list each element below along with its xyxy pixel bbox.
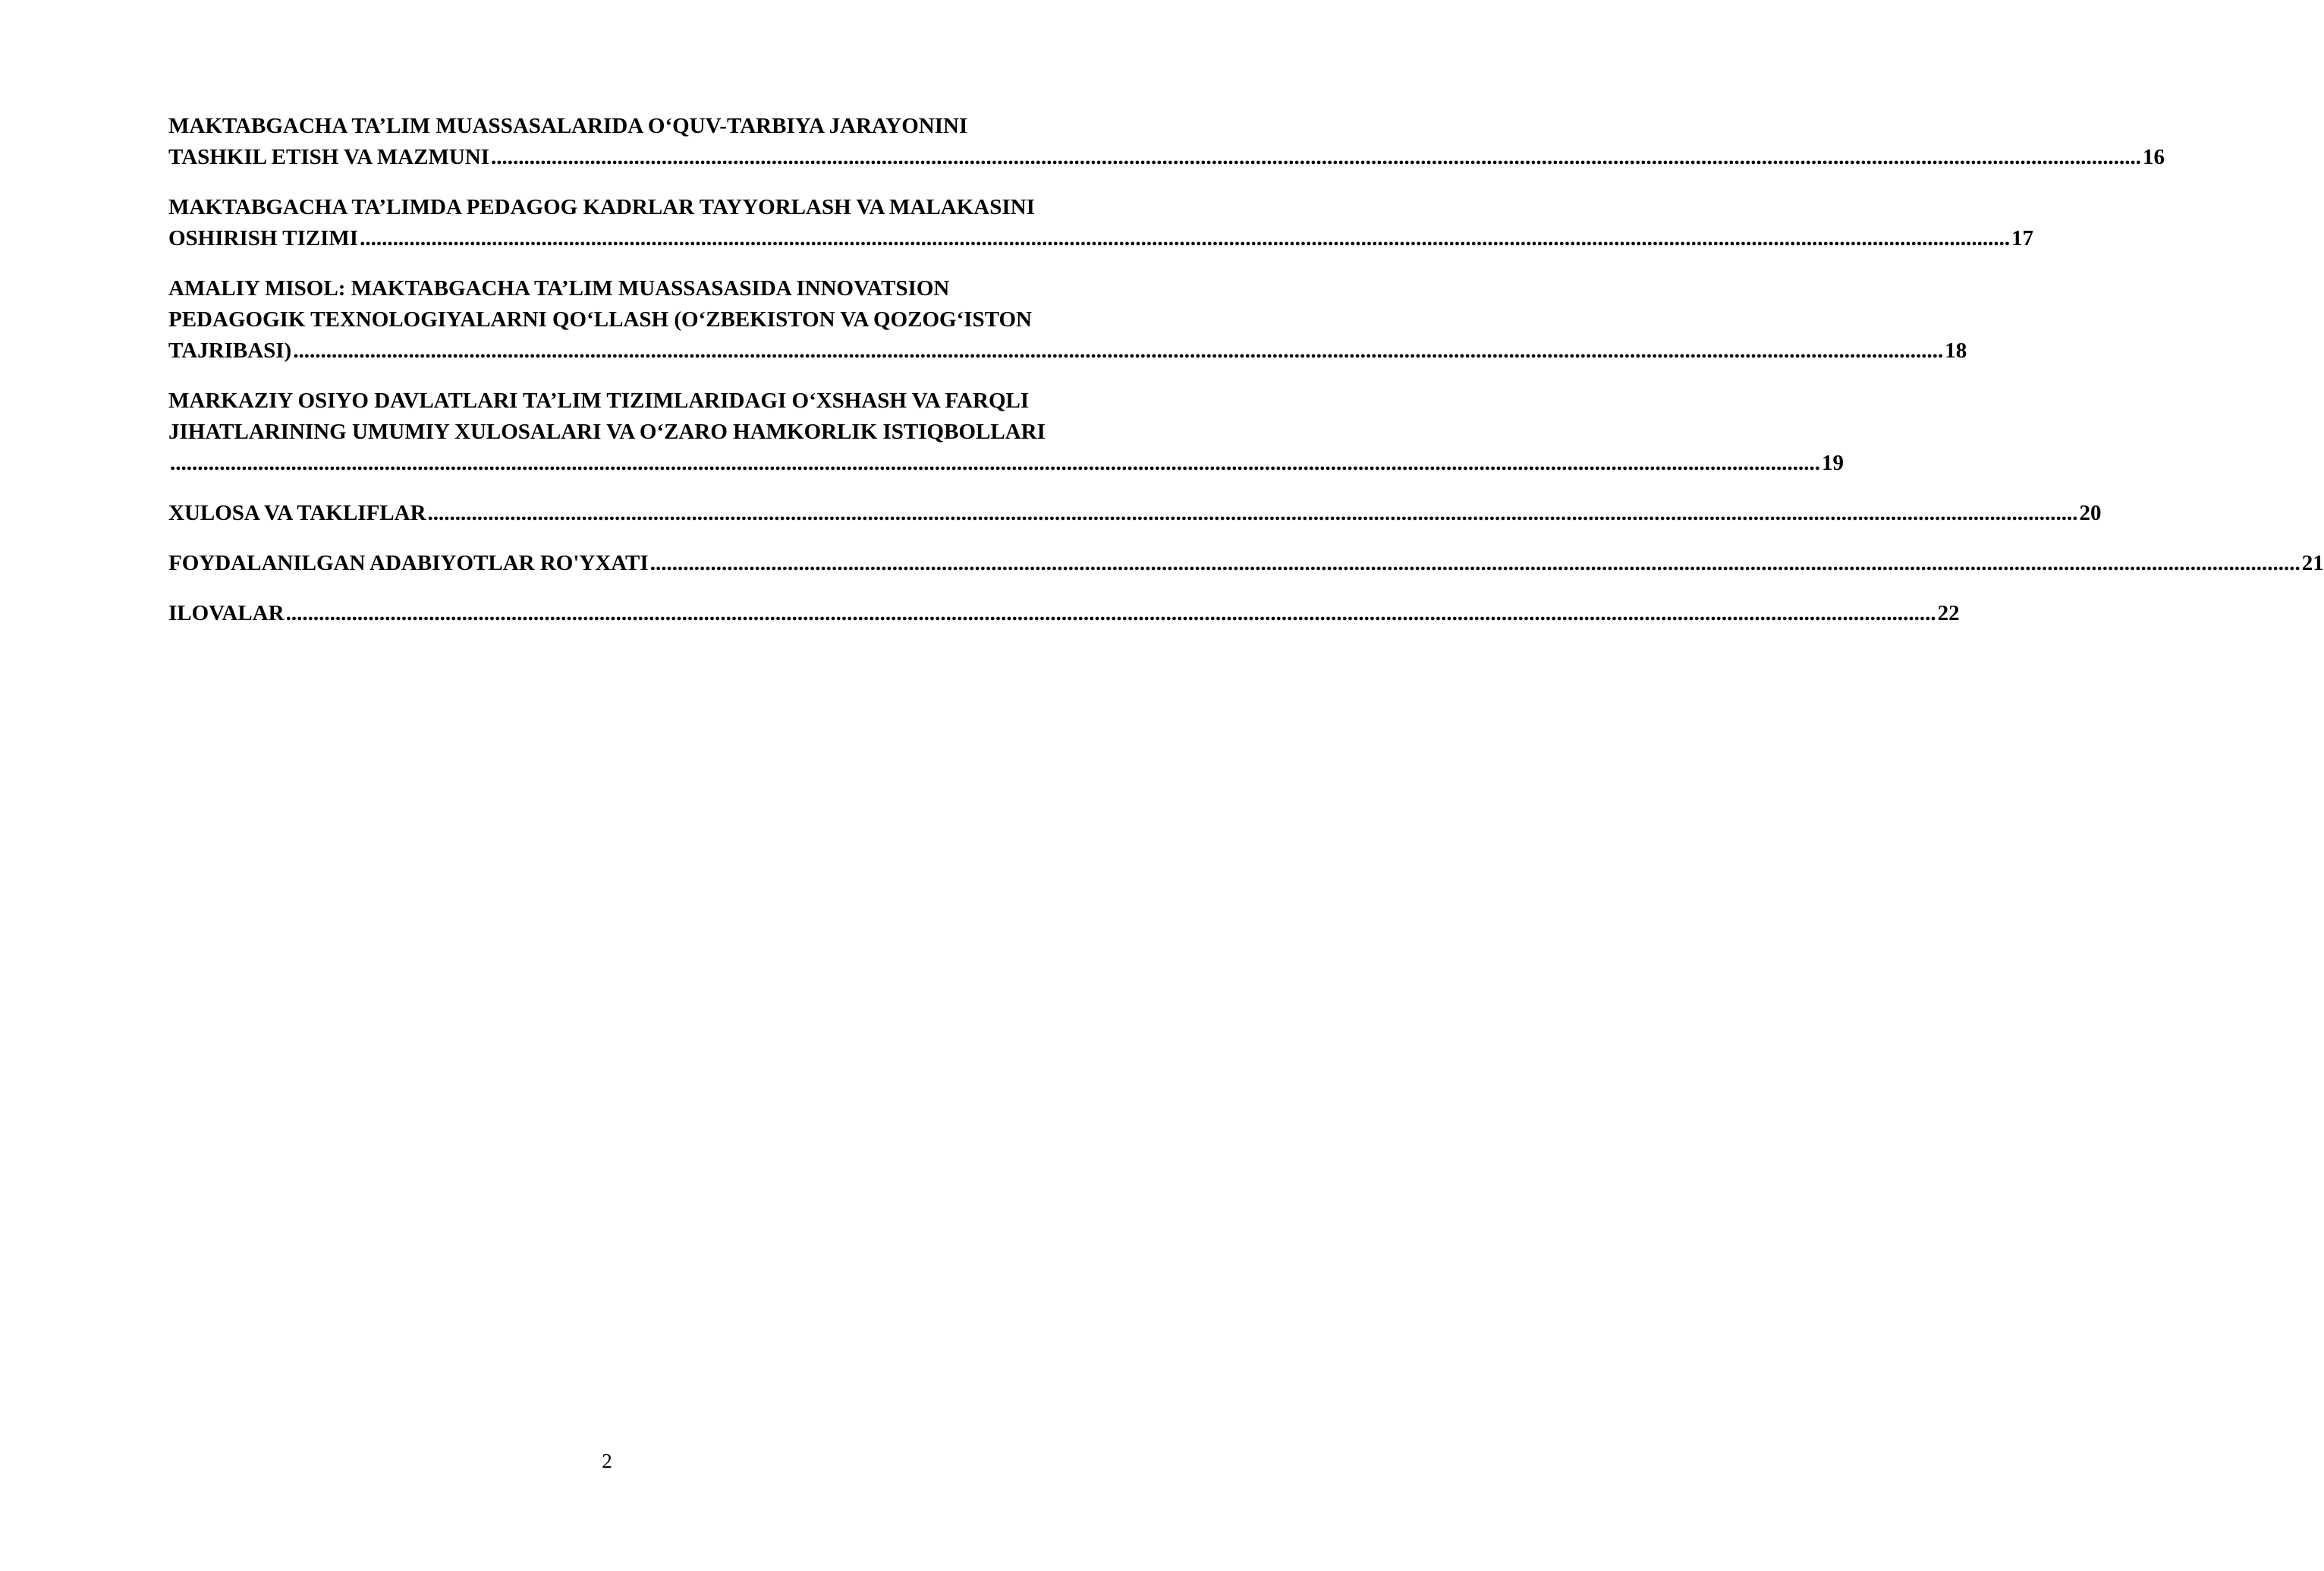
- toc-entry-title-end: TASHKIL ETISH VA MAZMUNI: [168, 145, 490, 169]
- dot-leader: ............................................................................................................................................................................................................................................................................................................: [293, 338, 1944, 363]
- toc-entry-title-end: OSHIRISH TIZIMI: [168, 226, 359, 250]
- toc-page-number: 21: [2301, 551, 2324, 575]
- toc-entry-title-line: PEDAGOGIK TEXNOLOGIYALARNI QO‘LLASH (O‘ZBEKISTON VA QOZOG‘ISTON: [168, 307, 1032, 332]
- toc-page-number: 17: [2011, 226, 2034, 250]
- toc-page-number: 18: [1945, 338, 1967, 363]
- toc-entry[interactable]: [168, 111, 2165, 173]
- dot-leader: ............................................................................................................................................................................................................................................................................................................: [360, 226, 2011, 250]
- toc-entry-title-line: JIHATLARINING UMUMIY XULOSALARI VA O‘ZARO HAMKORLIK ISTIQBOLLARI: [168, 420, 1046, 444]
- toc-entry-title-line: MAKTABGACHA TA’LIM MUASSASALARIDA O‘QUV-TARBIYA JARAYONINI: [168, 114, 968, 138]
- toc-entry[interactable]: [168, 598, 1960, 629]
- toc-entry-last-line: [168, 448, 1844, 479]
- toc-entry-last-line: [168, 498, 2102, 529]
- toc-entry-title-end: XULOSA VA TAKLIFLAR: [168, 501, 426, 525]
- dot-leader: ............................................................................................................................................................................................................................................................................................................: [285, 601, 1936, 625]
- toc-entry[interactable]: [168, 386, 1844, 479]
- table-of-contents: [168, 111, 2324, 648]
- toc-entry-last-line: [168, 548, 2324, 579]
- toc-entry-title-end: ILOVALAR: [168, 601, 285, 625]
- toc-entry-title-line: MARKAZIY OSIYO DAVLATLARI TA’LIM TIZIMLARIDAGI O‘XSHASH VA FARQLI: [168, 389, 1030, 413]
- toc-entry[interactable]: [168, 498, 2102, 529]
- page-number: 2: [602, 1450, 612, 1472]
- dot-leader: ............................................................................................................................................................................................................................................................................................................: [491, 145, 2142, 169]
- dot-leader: ............................................................................................................................................................................................................................................................................................................: [170, 451, 1820, 475]
- toc-entry[interactable]: [168, 548, 2324, 579]
- dot-leader: ............................................................................................................................................................................................................................................................................................................: [649, 551, 2300, 575]
- toc-entry-last-line: [168, 223, 2034, 254]
- toc-entry-last-line: [168, 142, 2165, 173]
- dot-leader: ............................................................................................................................................................................................................................................................................................................: [427, 501, 2078, 525]
- toc-entry-title-end: TAJRIBASI): [168, 338, 292, 363]
- toc-entry-last-line: [168, 335, 1967, 367]
- toc-page-number: 22: [1937, 601, 1960, 625]
- toc-page-number: 16: [2143, 145, 2165, 169]
- toc-entry-title-end: FOYDALANILGAN ADABIYOTLAR RO'YXATI: [168, 551, 649, 575]
- toc-entry[interactable]: [168, 192, 2034, 254]
- toc-entry-title-line: AMALIY MISOL: MAKTABGACHA TA’LIM MUASSASASIDA INNOVATSION: [168, 276, 950, 301]
- toc-entry-title-line: MAKTABGACHA TA’LIMDA PEDAGOG KADRLAR TAYYORLASH VA MALAKASINI: [168, 195, 1035, 219]
- toc-entry-last-line: [168, 598, 1960, 629]
- toc-page-number: 20: [2079, 501, 2102, 525]
- toc-entry[interactable]: [168, 273, 1967, 367]
- toc-page-number: 19: [1822, 451, 1844, 475]
